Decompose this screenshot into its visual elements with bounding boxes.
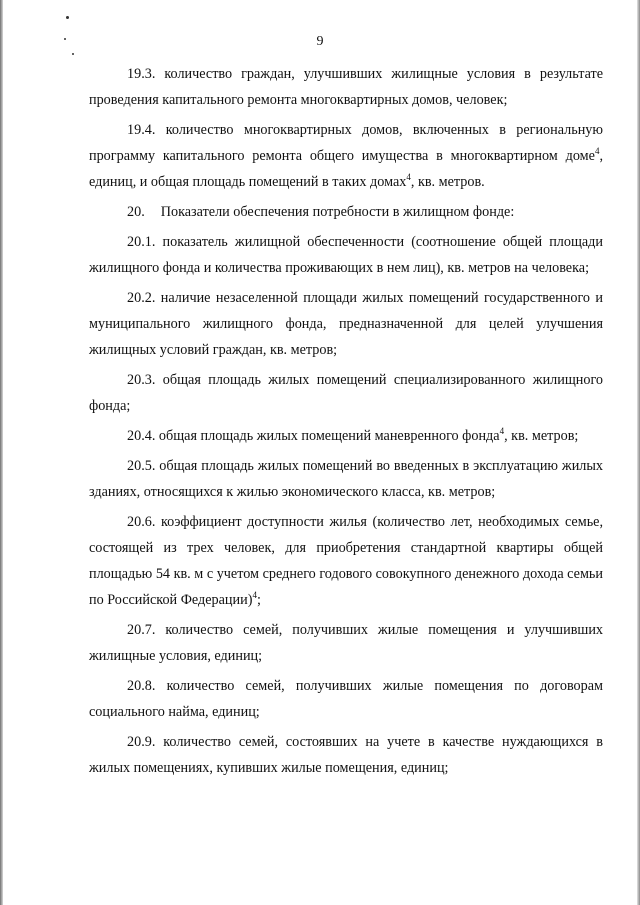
section-number: 20.5. (127, 458, 156, 474)
section-text: количество семей, состоявших на учете в качестве нуждающихся в жилых помещениях, купивших жилые помещения, единиц; (89, 734, 604, 776)
section-text: количество семей, получивших жилые помещения по договорам социального найма, единиц; (89, 678, 604, 720)
section-20-heading (89, 199, 603, 225)
section-number: 20.3. (127, 372, 156, 388)
section-19-4 (89, 117, 603, 195)
section-text: общая площадь жилых помещений во введенных в эксплуатацию жилых зданиях, относящихся к жилью экономического класса, кв. метров; (89, 458, 603, 500)
footnote-ref: 4 (499, 426, 505, 436)
footnote-ref: 4 (594, 146, 600, 156)
section-text: коэффициент доступности жилья (количество лет, необходимых семье, состоящей из трех человек, для приобретения стандартной квартиры общей площадью 54 кв. м с учетом среднего годового совокупного денежного дохода семьи по Российской Федерации) (89, 514, 604, 608)
section-20-9 (89, 729, 603, 781)
scan-speck (66, 16, 69, 19)
section-text: показатель жилищной обеспеченности (соотношение общей площади жилищного фонда и количества проживающих в нем лиц), кв. метров на человека; (89, 234, 603, 276)
section-number: 20.4. (127, 428, 156, 444)
section-number: 20. (127, 204, 145, 220)
section-number: 20.7. (127, 622, 156, 638)
section-text: общая площадь жилых помещений маневренного фонда (158, 428, 500, 444)
section-number: 19.4. (127, 122, 156, 138)
scan-speck (72, 53, 74, 55)
section-19-3 (89, 61, 603, 113)
section-number: 20.8. (127, 678, 156, 694)
section-20-3 (89, 367, 603, 419)
section-text-cont: ; (256, 592, 261, 608)
section-20-6 (89, 509, 603, 613)
section-20-2 (89, 285, 603, 363)
page-number: 9 (316, 34, 324, 49)
section-number: 20.1. (127, 234, 156, 250)
section-20-5 (89, 453, 603, 505)
section-text: количество семей, получивших жилые помещения и улучшивших жилищные условия, единиц; (89, 622, 603, 664)
section-text: наличие незаселенной площади жилых помещений государственного и муниципального жилищного фонда, предназначенной для целей улучшения жилищных условий граждан, кв. метров; (89, 290, 603, 358)
section-text-cont: , единиц, и общая площадь помещений в таких домах (89, 148, 603, 190)
section-text: Показатели обеспечения потребности в жилищном фонде: (160, 204, 515, 220)
section-number: 20.2. (127, 290, 156, 306)
section-text-cont: , кв. метров. (410, 174, 485, 190)
section-number: 19.3. (127, 66, 156, 82)
section-text-cont: , кв. метров; (504, 428, 579, 444)
footnote-ref: 4 (252, 590, 257, 600)
section-number: 20.9. (127, 734, 156, 750)
section-20-4 (89, 423, 603, 449)
section-text: количество многоквартирных домов, включенных в региональную программу капитального ремонта общего имущества в многоквартирном доме (89, 122, 604, 164)
section-number: 20.6. (127, 514, 156, 530)
section-text: общая площадь жилых помещений специализированного жилищного фонда; (89, 372, 604, 414)
scan-left-edge (0, 0, 3, 905)
document-body (89, 61, 603, 785)
footnote-ref: 4 (406, 172, 411, 182)
section-20-7 (89, 617, 603, 669)
section-20-1 (89, 229, 603, 281)
section-text: количество граждан, улучшивших жилищные условия в результате проведения капитального ремонта многоквартирных домов, человек; (89, 66, 603, 108)
section-20-8 (89, 673, 603, 725)
